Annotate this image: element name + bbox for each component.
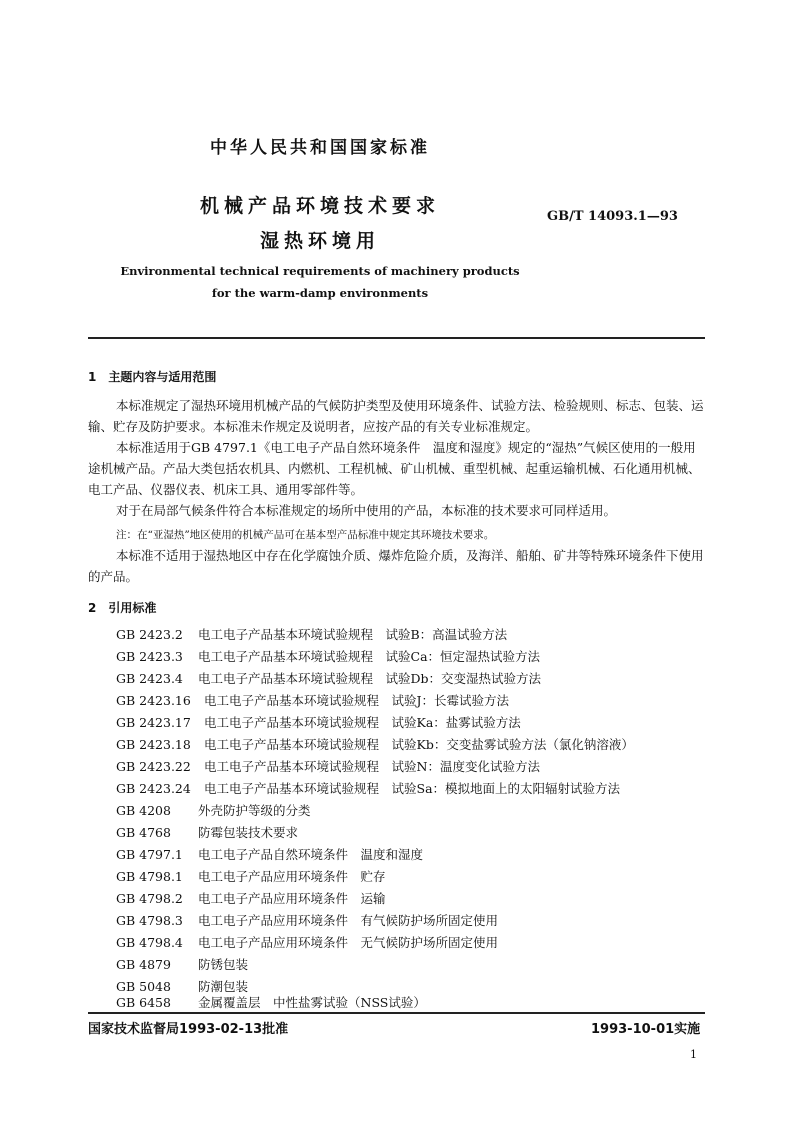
reference-item (116, 867, 386, 885)
reference-title: 电工电子产品基本环境试验规程 试验N：温度变化试验方法 (204, 759, 540, 774)
implementation-date: 1993-10-01实施 (591, 1022, 701, 1037)
reference-item (116, 669, 541, 687)
reference-title: 防霉包装技术要求 (198, 825, 299, 840)
reference-title: 电工电子产品基本环境试验规程 试验Sa：模拟地面上的太阳辐射试验方法 (204, 781, 621, 796)
reference-title: 防锈包装 (198, 957, 249, 972)
reference-item (116, 993, 426, 1011)
section1-heading: 1 主题内容与适用范围 (88, 370, 217, 384)
reference-title: 电工电子产品应用环境条件 有气候防护场所固定使用 (198, 913, 499, 928)
reference-item (116, 955, 248, 973)
reference-item (116, 911, 498, 929)
approval-date: 国家技术监督局1993-02-13批准 (88, 1022, 289, 1037)
reference-code: GB 4798.4 (116, 935, 183, 950)
header-divider (88, 337, 705, 339)
reference-code: GB 2423.16 (116, 693, 191, 708)
reference-code: GB 2423.17 (116, 715, 191, 730)
reference-code: GB 2423.4 (116, 671, 183, 686)
section1-paragraph: 本标准适用于GB 4797.1《电工电子产品自然环境条件 温度和湿度》规定的“湿热”气候区使用的一般用途机械产品。产品大类包括农机具、内燃机、工程机械、矿山机械、重型机械、起重运输机械、石化通用机械、电工产品、仪器仪表、机床工具、通用零部件等。 (88, 440, 701, 497)
reference-item (116, 801, 311, 819)
national-standard-heading: 中华人民共和国国家标准 (210, 138, 430, 158)
reference-code: GB 4208 (116, 803, 171, 818)
reference-code: GB 4798.3 (116, 913, 183, 928)
document-title-line2: 湿热环境用 (259, 230, 380, 252)
reference-title: 电工电子产品应用环境条件 无气候防护场所固定使用 (198, 935, 499, 950)
section2-heading: 2 引用标准 (88, 601, 157, 615)
reference-code: GB 6458 (116, 995, 171, 1010)
reference-title: 电工电子产品应用环境条件 运输 (198, 891, 386, 906)
section1-paragraph: 本标准规定了湿热环境用机械产品的气候防护类型及使用环境条件、试验方法、检验规则、标志、包装、运输、贮存及防护要求。本标准未作规定及说明者，应按产品的有关专业标准规定。 (88, 398, 704, 434)
reference-title: 电工电子产品基本环境试验规程 试验Kb：交变盐雾试验方法（氯化钠溶液） (204, 737, 634, 752)
reference-item (116, 647, 540, 665)
document-title-line1: 机械产品环境技术要求 (199, 195, 440, 217)
reference-code: GB 2423.3 (116, 649, 183, 664)
footer-divider (88, 1012, 705, 1014)
reference-title: 外壳防护等级的分类 (198, 803, 311, 818)
reference-code: GB 4879 (116, 957, 171, 972)
reference-item (116, 779, 620, 797)
reference-title: 电工电子产品自然环境条件 温度和湿度 (198, 847, 424, 862)
page-number: 1 (690, 1048, 697, 1061)
reference-code: GB 4798.2 (116, 891, 183, 906)
reference-code: GB 4768 (116, 825, 171, 840)
reference-code: GB 4798.1 (116, 869, 183, 884)
reference-title: 电工电子产品基本环境试验规程 试验B：高温试验方法 (198, 627, 508, 642)
reference-title: 电工电子产品基本环境试验规程 试验Ca：恒定湿热试验方法 (198, 649, 541, 664)
reference-item (116, 933, 498, 951)
section1-paragraph: 对于在局部气候条件符合本标准规定的场所中使用的产品，本标准的技术要求可同样适用。 (116, 503, 617, 518)
reference-item (116, 691, 509, 709)
reference-title: 电工电子产品基本环境试验规程 试验Db：交变湿热试验方法 (198, 671, 542, 686)
english-title-line1: Environmental technical requirements of machinery products (120, 264, 520, 278)
reference-item (116, 735, 634, 753)
reference-title: 金属覆盖层 中性盐雾试验（NSS试验） (198, 995, 426, 1010)
reference-title: 电工电子产品基本环境试验规程 试验J：长霉试验方法 (204, 693, 510, 708)
reference-title: 电工电子产品基本环境试验规程 试验Ka：盐雾试验方法 (204, 715, 521, 730)
section1-note: 注：在“亚湿热”地区使用的机械产品可在基本型产品标准中规定其环境技术要求。 (116, 529, 495, 541)
reference-code: GB 2423.2 (116, 627, 183, 642)
reference-item (116, 625, 507, 643)
reference-item (116, 757, 540, 775)
reference-code: GB 2423.18 (116, 737, 191, 752)
standard-code: GB/T 14093.1—93 (547, 209, 678, 224)
reference-item (116, 889, 386, 907)
reference-code: GB 5048 (116, 979, 171, 994)
reference-code: GB 2423.24 (116, 781, 191, 796)
english-title-line2: for the warm-damp environments (211, 286, 429, 300)
reference-item (116, 823, 298, 841)
reference-code: GB 2423.22 (116, 759, 191, 774)
section1-paragraph: 本标准不适用于湿热地区中存在化学腐蚀介质、爆炸危险介质，及海洋、船舶、矿井等特殊环境条件下使用的产品。 (88, 548, 704, 584)
reference-code: GB 4797.1 (116, 847, 183, 862)
reference-item (116, 845, 423, 863)
reference-title: 电工电子产品应用环境条件 贮存 (198, 869, 386, 884)
reference-title: 防潮包装 (198, 979, 249, 994)
reference-item (116, 713, 521, 731)
